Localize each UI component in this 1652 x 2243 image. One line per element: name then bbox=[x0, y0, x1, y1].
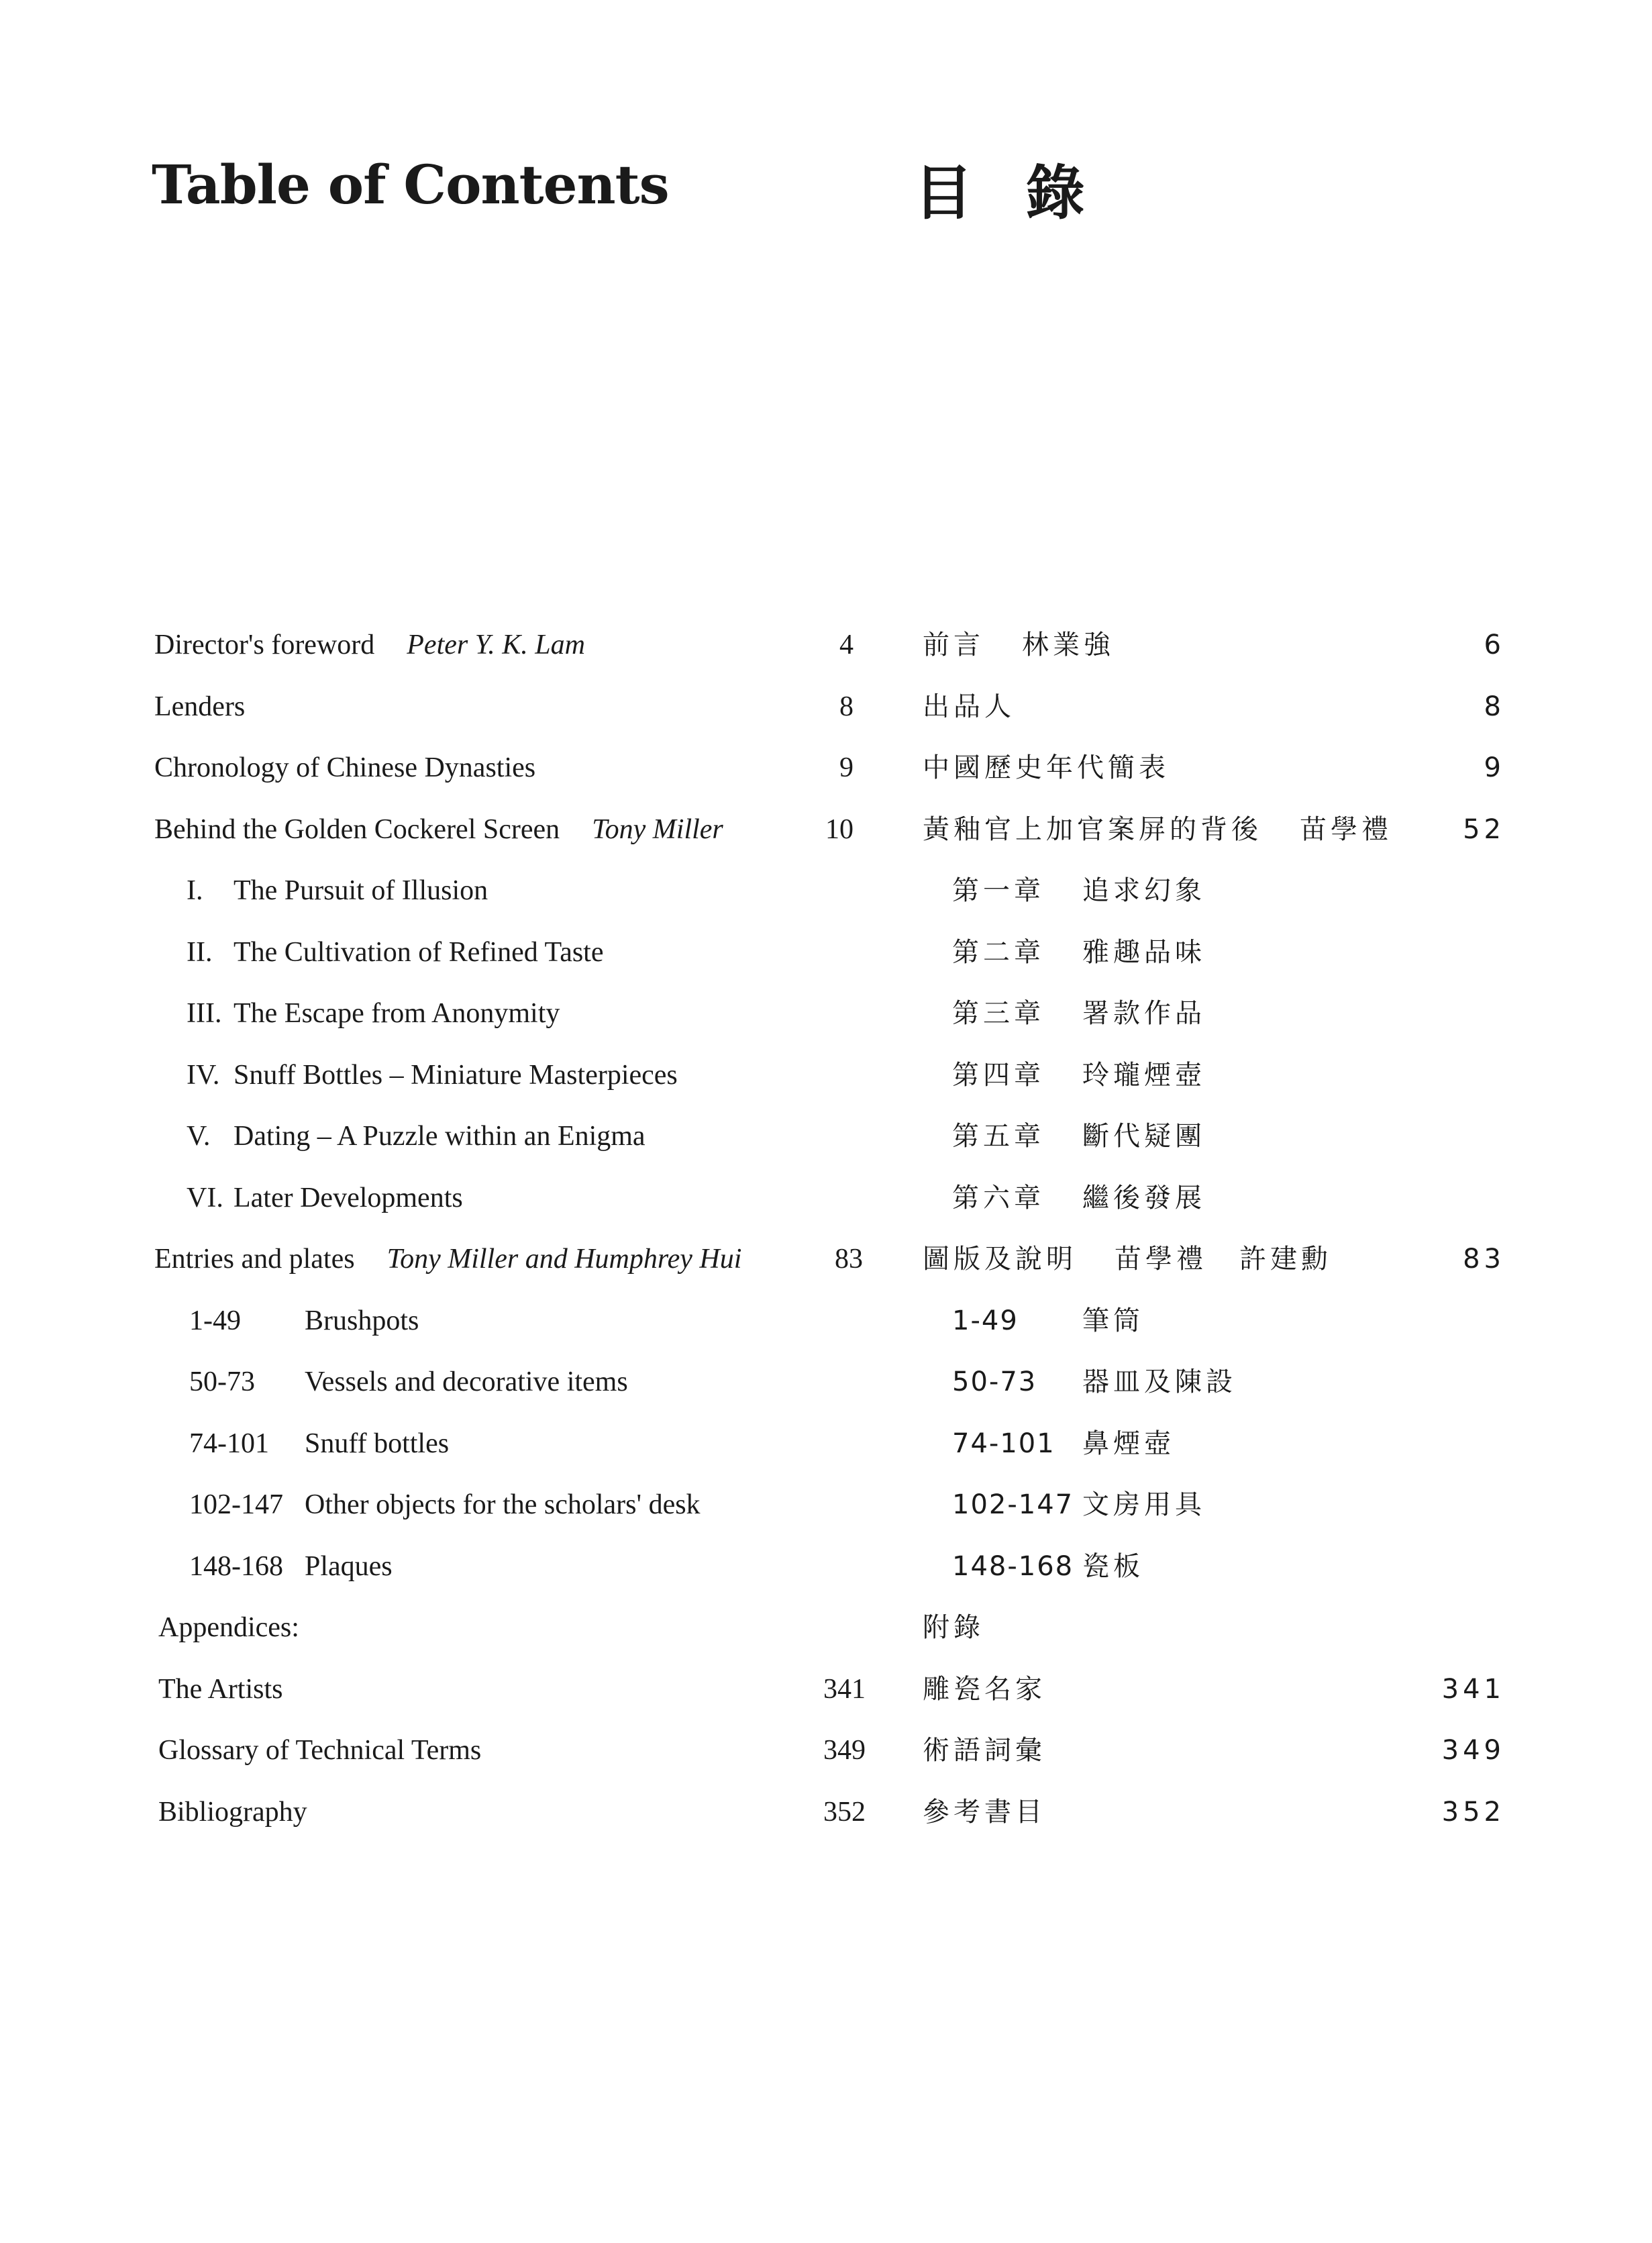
chapter-item bbox=[154, 1168, 866, 1230]
toc-entry-lenders bbox=[154, 677, 866, 738]
toc-entry-chronology bbox=[923, 738, 1505, 799]
chapter-item bbox=[154, 922, 866, 984]
entry-label: The Artists bbox=[158, 1673, 283, 1705]
chapter-item bbox=[154, 983, 866, 1045]
plate-group bbox=[154, 1536, 866, 1598]
plate-label: 器皿及陳設 bbox=[1082, 1366, 1237, 1397]
plate-label: 鼻煙壺 bbox=[1082, 1428, 1175, 1459]
entry-label: Behind the Golden Cockerel Screen bbox=[154, 813, 560, 845]
entry-label: 出品人 bbox=[923, 691, 1015, 722]
toc-entry-glossary bbox=[154, 1720, 866, 1782]
toc-entry-appendices bbox=[154, 1597, 866, 1659]
plate-range: 50-73 bbox=[952, 1366, 1037, 1397]
chapter-item bbox=[923, 1168, 1505, 1230]
toc-entry-chronology bbox=[154, 738, 866, 799]
plate-range: 102-147 bbox=[189, 1489, 283, 1520]
entry-label: 中國歷史年代簡表 bbox=[923, 752, 1170, 783]
entry-author: Tony Miller bbox=[592, 813, 723, 845]
chapter-title: 雅趣品味 bbox=[1082, 936, 1206, 968]
entry-label: Appendices: bbox=[158, 1612, 299, 1643]
chapter-number: II. bbox=[187, 936, 213, 968]
entry-page: 352 bbox=[1441, 1796, 1505, 1828]
chapter-number: I. bbox=[187, 875, 203, 906]
toc-entry-foreword bbox=[923, 615, 1505, 677]
chapter-title: 署款作品 bbox=[1082, 998, 1206, 1029]
entry-page: 6 bbox=[1484, 630, 1505, 660]
chapter-title: The Escape from Anonymity bbox=[234, 998, 560, 1029]
chapter-title: Later Developments bbox=[234, 1182, 463, 1213]
toc-english-column bbox=[154, 615, 866, 1843]
plate-group bbox=[923, 1352, 1505, 1413]
chapter-number: III. bbox=[187, 998, 222, 1029]
chapter-item bbox=[154, 860, 866, 922]
entry-label: Lenders bbox=[154, 691, 246, 722]
entry-page: 341 bbox=[1441, 1673, 1505, 1705]
page-title-chinese: 目 錄 bbox=[914, 158, 1101, 228]
plate-label: Brushpots bbox=[305, 1305, 419, 1336]
chapter-item bbox=[923, 983, 1505, 1045]
plate-range: 148-168 bbox=[189, 1550, 283, 1582]
toc-entry-foreword bbox=[154, 615, 866, 677]
plate-range: 102-147 bbox=[952, 1489, 1074, 1520]
chapter-title: 繼後發展 bbox=[1082, 1182, 1206, 1213]
entry-page: 341 bbox=[823, 1673, 866, 1705]
plate-group bbox=[154, 1475, 866, 1536]
chapter-title: 斷代疑團 bbox=[1082, 1121, 1206, 1152]
plate-range: 50-73 bbox=[189, 1366, 255, 1397]
entry-author: 苗學禮 bbox=[1115, 1244, 1207, 1275]
chapter-item bbox=[154, 1106, 866, 1168]
entry-page: 8 bbox=[839, 691, 854, 722]
entry-label: 附錄 bbox=[923, 1612, 984, 1643]
chapter-item bbox=[154, 1045, 866, 1107]
chapter-title: Snuff Bottles – Miniature Masterpieces bbox=[234, 1059, 678, 1091]
plate-group bbox=[154, 1291, 866, 1352]
plate-range: 1-49 bbox=[952, 1305, 1019, 1336]
entry-label: 前言 bbox=[923, 630, 984, 660]
chapter-item bbox=[923, 922, 1505, 984]
entry-label: 參考書目 bbox=[923, 1796, 1046, 1828]
chapter-number: VI. bbox=[187, 1182, 223, 1213]
chapter-title: 追求幻象 bbox=[1082, 875, 1206, 906]
entry-label: Director's foreword bbox=[154, 630, 375, 660]
chapter-item bbox=[923, 860, 1505, 922]
entry-label: 圖版及說明 bbox=[923, 1244, 1077, 1275]
toc-entry-bibliography bbox=[923, 1782, 1505, 1844]
entry-page: 349 bbox=[1441, 1735, 1505, 1766]
toc-entry-artists bbox=[923, 1659, 1505, 1721]
chapter-title: The Cultivation of Refined Taste bbox=[234, 936, 604, 968]
plate-label: 文房用具 bbox=[1082, 1489, 1206, 1520]
plate-label: Snuff bottles bbox=[305, 1428, 450, 1459]
chapter-number: 第一章 bbox=[952, 875, 1045, 906]
chapter-number: IV. bbox=[187, 1059, 220, 1091]
plate-group bbox=[923, 1536, 1505, 1598]
chapter-item bbox=[923, 1045, 1505, 1107]
entry-author: 苗學禮 bbox=[1300, 813, 1392, 845]
toc-entry-lenders bbox=[923, 677, 1505, 738]
entry-label: Glossary of Technical Terms bbox=[158, 1735, 482, 1766]
chapter-number: 第四章 bbox=[952, 1059, 1045, 1091]
chapter-number: 第六章 bbox=[952, 1182, 1045, 1213]
plate-label: Other objects for the scholars' desk bbox=[305, 1489, 701, 1520]
entry-page: 52 bbox=[1463, 813, 1505, 845]
chapter-number: 第五章 bbox=[952, 1121, 1045, 1152]
entry-page: 83 bbox=[835, 1244, 863, 1275]
chapter-item bbox=[923, 1106, 1505, 1168]
entry-label: Entries and plates bbox=[154, 1244, 355, 1275]
chapter-title: Dating – A Puzzle within an Enigma bbox=[234, 1121, 646, 1152]
entry-author: Tony Miller and Humphrey Hui bbox=[386, 1244, 742, 1275]
toc-entry-bibliography bbox=[154, 1782, 866, 1844]
plate-group bbox=[923, 1413, 1505, 1475]
chapter-title: 玲瓏煙壺 bbox=[1082, 1059, 1206, 1091]
toc-entry-plates bbox=[923, 1229, 1505, 1291]
toc-chinese-column bbox=[923, 615, 1505, 1843]
plate-range: 148-168 bbox=[952, 1550, 1074, 1582]
chapter-number: 第三章 bbox=[952, 998, 1045, 1029]
entry-label: Bibliography bbox=[158, 1796, 307, 1828]
toc-entry-essay bbox=[923, 799, 1505, 861]
entry-label: 雕瓷名家 bbox=[923, 1673, 1046, 1705]
entry-label: 術語詞彙 bbox=[923, 1735, 1046, 1766]
toc-entry-appendices bbox=[923, 1597, 1505, 1659]
entry-author: 林業強 bbox=[1022, 630, 1115, 660]
entry-label: Chronology of Chinese Dynasties bbox=[154, 752, 536, 783]
plate-group bbox=[154, 1352, 866, 1413]
entry-author: Peter Y. K. Lam bbox=[407, 630, 585, 660]
entry-page: 10 bbox=[825, 813, 854, 845]
chapter-title: The Pursuit of Illusion bbox=[234, 875, 488, 906]
plate-group bbox=[923, 1291, 1505, 1352]
plate-label: 瓷板 bbox=[1082, 1550, 1144, 1582]
entry-page: 9 bbox=[1484, 752, 1505, 783]
plate-range: 1-49 bbox=[189, 1305, 241, 1336]
entry-page: 352 bbox=[823, 1796, 866, 1828]
toc-entry-artists bbox=[154, 1659, 866, 1721]
entry-author: 許建勳 bbox=[1239, 1244, 1332, 1275]
toc-entry-plates bbox=[154, 1229, 866, 1291]
plate-label: Vessels and decorative items bbox=[305, 1366, 628, 1397]
toc-entry-essay bbox=[154, 799, 866, 861]
entry-page: 8 bbox=[1484, 691, 1505, 722]
entry-label: 黃釉官上加官案屏的背後 bbox=[923, 813, 1262, 845]
plate-label: Plaques bbox=[305, 1550, 393, 1582]
plate-group bbox=[923, 1475, 1505, 1536]
plate-range: 74-101 bbox=[952, 1428, 1055, 1459]
plate-label: 筆筒 bbox=[1082, 1305, 1144, 1336]
toc-entry-glossary bbox=[923, 1720, 1505, 1782]
page-title-english: Table of Contents bbox=[152, 153, 669, 216]
plate-range: 74-101 bbox=[189, 1428, 269, 1459]
chapter-number: 第二章 bbox=[952, 936, 1045, 968]
entry-page: 4 bbox=[839, 630, 854, 660]
chapter-number: V. bbox=[187, 1121, 211, 1152]
entry-page: 83 bbox=[1463, 1244, 1505, 1275]
entry-page: 9 bbox=[839, 752, 854, 783]
entry-page: 349 bbox=[823, 1735, 866, 1766]
plate-group bbox=[154, 1413, 866, 1475]
